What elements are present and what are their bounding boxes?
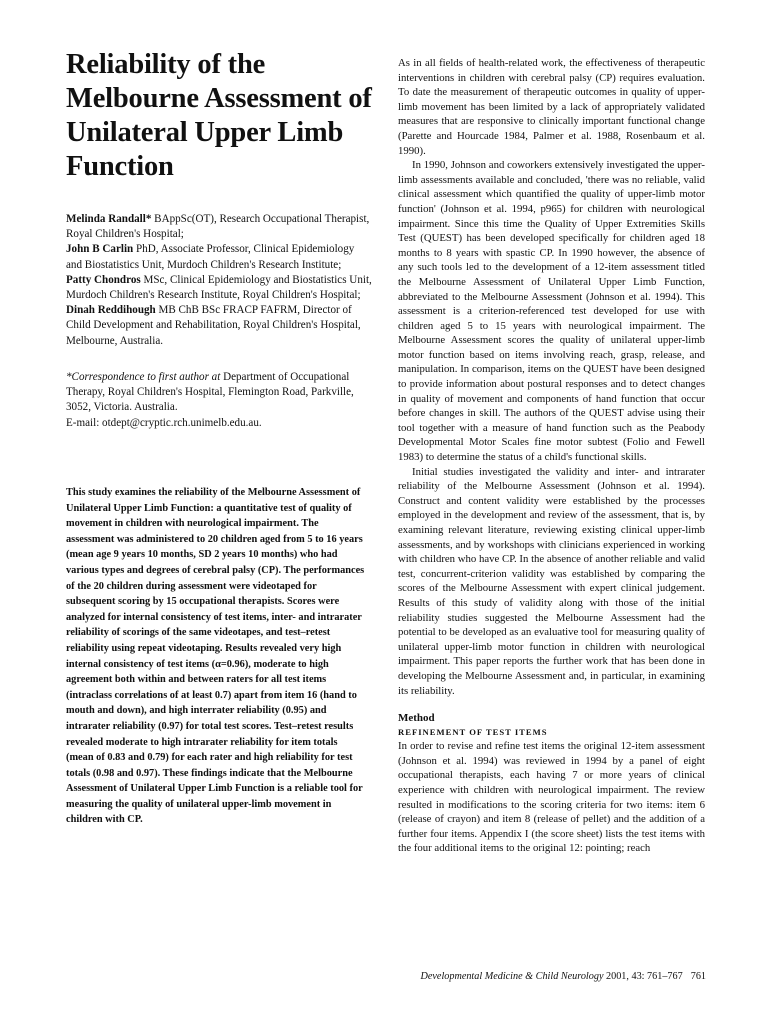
abstract: This study examines the reliability of the Melbourne Assessment of Unilateral Upper Limb Function: a quantitative test of quality of movement in children with neurological impairment. The assessment was administered to 20 children aged from 5 to 16 years (mean age 9 years 10 months, SD 2 years 10 months) who had various types and degrees of cerebral palsy (CP). The performances of the 20 children during assessment were videotaped for subsequent scoring by 15 occupational therapists. Scores were analyzed for internal consistency of test items, inter- and intrarater reliability of scorings of the same videotapes, and test–retest reliability using repeat videotaping. Results revealed very high internal consistency of test items (α=0.96), moderate to high agreement both within and between raters for all test items (intraclass correlations of at least 0.7) apart from item 16 (hand to mouth and down), and high interrater reliability (0.95) and intrarater reliability (0.97) for total test scores. Test–retest results revealed moderate to high intrarater reliability for item totals (mean of 0.83 and 0.79) for each rater and high reliability for test totals (0.98 and 0.97). These findings indicate that the Melbourne Assessment of Unilateral Upper Limb Function is a reliable tool for measuring the quality of unilateral upper-limb movement in children with CP. (66, 487, 365, 826)
author-affiliations (66, 212, 372, 349)
body-paragraph: As in all fields of health-related work, the effectiveness of therapeutic interventions in children with cerebral palsy (CP) requires evaluation. To date the measurement of therapeutic outcomes in quality of upper-limb movement has been limited by a lack of appropriately validated measures that are responsive to clinically important functional change (Parette and Hourcade 1984, Palmer et al. 1988, Rosenbaum et al. 1990). (398, 57, 705, 157)
author-name: Dinah Reddihough (66, 304, 156, 317)
correspondence-address (66, 370, 372, 416)
method-subheading: REFINEMENT OF TEST ITEMS (398, 727, 548, 738)
journal-name: Developmental Medicine & Child Neurology (420, 971, 604, 982)
right-column (398, 56, 705, 856)
page-footer (421, 971, 706, 982)
method-paragraph: In order to revise and refine test items the original 12-item assessment (Johnson et al. 1994) was reviewed in 1994 by a panel of eight occupational therapists, each having 7 or more years of clinical experience with children with neurological impairment. The review resulted in modifications to the scoring criteria for two items: item 6 (release of crayon) and item 8 (release of pellet) and the addition of a further four items. Appendix I (the score sheet) lists the test items with the four additional items to the original 12: pointing; reach (398, 740, 705, 855)
author-entry (66, 273, 372, 303)
author-name: Melinda Randall* (66, 213, 152, 225)
correspondence-block (66, 370, 372, 431)
author-entry (66, 212, 372, 242)
author-entry (66, 242, 372, 272)
author-details: MB ChB BSc FRACP FAFRM, Director of Child Development and Rehabilitation, Royal Children's Hospital, Melbourne, Australia. (66, 304, 361, 347)
article-title: Reliability of the Melbourne Assessment of Unilateral Upper Limb Function (66, 49, 372, 182)
correspondence-text: Department of Occupational Therapy, Royal Children's Hospital, Flemington Road, Parkville, 3052, Victoria. Australia. (66, 371, 354, 414)
body-paragraph: Initial studies investigated the validity and inter- and intrarater reliability of the Melbourne Assessment (Johnson et al. 1994). Construct and content validity were established by the processes employed in the development and review of the assessment, that is, by examining relevant literature, reviewing existing clinical upper-limb assessments, and by workshops with clinicians experienced in working with children who have CP. In the absence of another reliable and valid test, concurrent-criterion validity was established by comparing the scores of the Melbourne Assessment with expert clinical judgement. Results of this study of validity along with those of the initial reliability studies suggested the Melbourne Assessment had the potential to be developed as an evaluative tool for measuring quality of unilateral upper-limb motor function in children with neurological impairment. This paper reports the further work that has been done in developing the Melbourne Assessment and, in particular, in examining its reliability. (398, 465, 705, 697)
author-details: MSc, Clinical Epidemiology and Biostatistics Unit, Murdoch Children's Research Institute, Royal Children's Hospital; (66, 273, 372, 302)
author-details: BAppSc(OT), Research Occupational Therapist, Royal Children's Hospital; (66, 213, 370, 241)
body-paragraph: In 1990, Johnson and coworkers extensively investigated the upper-limb assessments available and concluded, 'there was no reliable, valid clinical assessment which quantified the quality of upper-limb motor function' (Johnson et al. 1994, p965) for children with neurological impairment. Since this time the Quality of Upper Extremities Skills Test (QUEST) has been developed specifically for children aged 18 months to 8 years with spastic CP. In 1990 however, the absence of any such tools led to the development of a 12-item assessment titled the Melbourne Assessment of Unilateral Upper Limb Function, abbreviated to the Melbourne Assessment (Johnson et al. 1994). This assessment is a criterion-referenced test developed for use with children aged 5 to 15 years with neurological impairment. The Melbourne Assessment scores the quality of unilateral upper-limb motor function based on items involving reach, grasp, release, and manipulation. In comparison, items on the QUEST have been designed to provide information about postural responses and to detect changes in quality of movement and components of hand function that occur before changes in skill. The authors of the QUEST advise using their tool together with a measure of hand function such as the Peabody Developmental Motor Scales fine motor subtest (Folio and Fewell 1983) to determine the status of a child's functional skills. (398, 159, 705, 464)
journal-citation: 2001, 43: 761–767 (603, 971, 683, 982)
author-name: Patty Chondros (66, 273, 141, 286)
author-entry (66, 303, 372, 349)
correspondence-lead: *Correspondence to first author at (66, 371, 221, 383)
correspondence-email: E-mail: otdept@cryptic.rch.unimelb.edu.au. (66, 416, 262, 429)
method-heading: Method (398, 712, 435, 725)
page-number: 761 (690, 971, 706, 982)
author-details: PhD, Associate Professor, Clinical Epidemiology and Biostatistics Unit, Murdoch Children's Research Institute; (66, 243, 355, 271)
author-name: John B Carlin (66, 243, 134, 256)
